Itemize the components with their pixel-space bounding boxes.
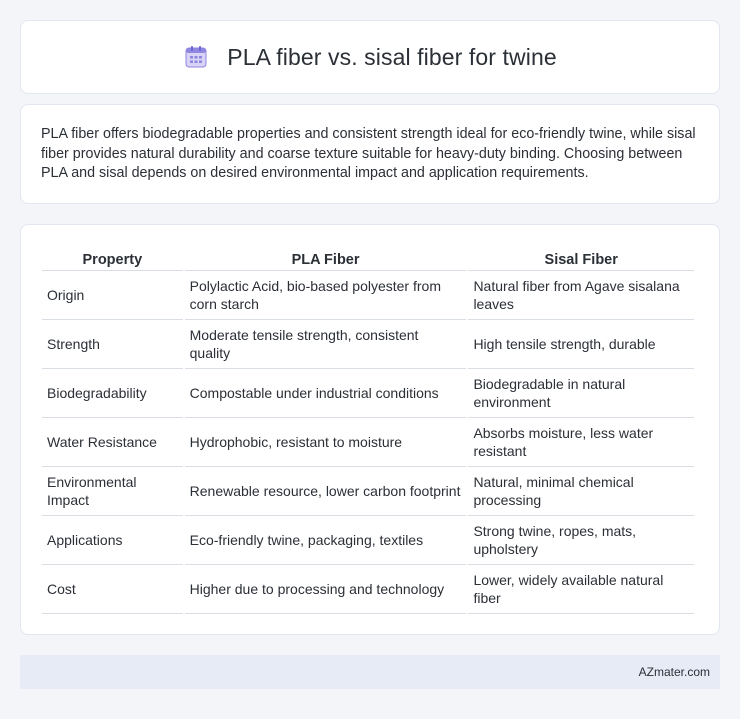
table-row xyxy=(42,369,694,418)
row-pla-value: Moderate tensile strength, consistent quality xyxy=(185,320,467,369)
comparison-table-card xyxy=(20,224,720,635)
header-sisal-fiber: Sisal Fiber xyxy=(468,245,694,271)
intro-text: PLA fiber offers biodegradable properties and consistent strength ideal for eco-friendly twine, while sisal fiber provides natural durability and coarse texture suitable for heavy-duty binding. Choosing between PLA and sisal depends on desired environmental impact and application requirements. xyxy=(41,126,696,181)
row-sisal-value: High tensile strength, durable xyxy=(468,320,694,369)
row-pla-value: Eco-friendly twine, packaging, textiles xyxy=(185,516,467,565)
header-property: Property xyxy=(42,245,183,271)
row-pla-value: Higher due to processing and technology xyxy=(185,565,467,614)
row-property: Cost xyxy=(42,565,183,614)
row-sisal-value: Natural fiber from Agave sisalana leaves xyxy=(468,271,694,320)
footer xyxy=(20,655,720,689)
comparison-table xyxy=(40,245,696,614)
footer-source: AZmater.com xyxy=(638,665,710,679)
title-card xyxy=(20,20,720,94)
table-row xyxy=(42,271,694,320)
row-sisal-value: Lower, widely available natural fiber xyxy=(468,565,694,614)
row-sisal-value: Absorbs moisture, less water resistant xyxy=(468,418,694,467)
row-pla-value: Hydrophobic, resistant to moisture xyxy=(185,418,467,467)
row-pla-value: Compostable under industrial conditions xyxy=(185,369,467,418)
header-pla-fiber: PLA Fiber xyxy=(185,245,467,271)
table-row xyxy=(42,320,694,369)
table-row xyxy=(42,467,694,516)
row-property: Strength xyxy=(42,320,183,369)
table-row xyxy=(42,418,694,467)
row-property: Origin xyxy=(42,271,183,320)
title-wrap xyxy=(183,44,556,71)
row-property: Environmental Impact xyxy=(42,467,183,516)
calendar-icon xyxy=(183,44,209,70)
row-sisal-value: Biodegradable in natural environment xyxy=(468,369,694,418)
row-sisal-value: Natural, minimal chemical processing xyxy=(468,467,694,516)
row-property: Water Resistance xyxy=(42,418,183,467)
page-title: PLA fiber vs. sisal fiber for twine xyxy=(227,43,557,70)
row-pla-value: Renewable resource, lower carbon footprint xyxy=(185,467,467,516)
row-property: Biodegradability xyxy=(42,369,183,418)
intro-card xyxy=(20,104,720,204)
row-pla-value: Polylactic Acid, bio-based polyester from corn starch xyxy=(185,271,467,320)
row-sisal-value: Strong twine, ropes, mats, upholstery xyxy=(468,516,694,565)
row-property: Applications xyxy=(42,516,183,565)
table-row xyxy=(42,516,694,565)
table-row xyxy=(42,565,694,614)
table-header-row xyxy=(42,245,694,271)
